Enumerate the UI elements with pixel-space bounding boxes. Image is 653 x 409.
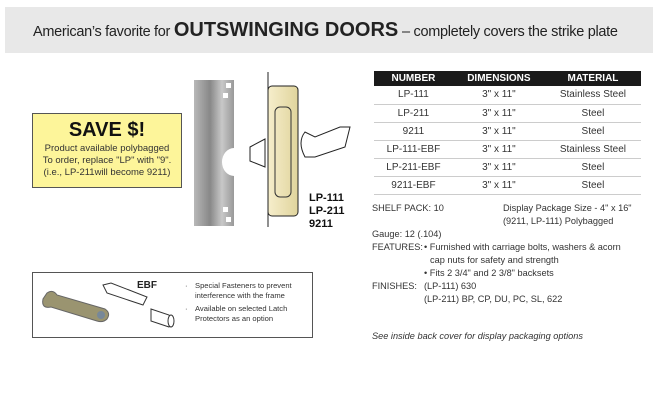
col-dimensions: DIMENSIONS: [453, 71, 545, 86]
col-number: NUMBER: [374, 71, 453, 86]
feature-1-cont: cap nuts for safety and strength: [430, 255, 559, 265]
model-label: 9211: [309, 218, 333, 230]
table-cell: 3" x 11": [453, 158, 545, 176]
table-cell: 3" x 11": [453, 104, 545, 122]
table-cell: Steel: [545, 122, 641, 140]
save-title: SAVE $!: [68, 119, 146, 141]
banner-post: – completely covers the strike plate: [402, 24, 618, 40]
table-cell: Steel: [545, 176, 641, 194]
table-row: [374, 140, 641, 158]
fastener-image: [39, 279, 179, 333]
display-polybag: (9211, LP-111) Polybagged: [503, 216, 614, 226]
table-cell: LP-211: [374, 104, 453, 122]
model-label: LP-211: [309, 205, 345, 217]
table-row: [374, 104, 641, 122]
header-banner: [5, 7, 653, 53]
table-row: [374, 176, 641, 194]
stainless-plate: [194, 80, 234, 226]
ebf-bullet: · Special Fasteners to prevent interference with the frame: [185, 281, 312, 301]
features-label: FEATURES:: [372, 242, 423, 252]
table-cell: 9211-EBF: [374, 176, 453, 194]
table-row: [374, 86, 641, 104]
feature-2: • Fits 2 3/4" and 2 3/8" backsets: [424, 268, 554, 278]
table-cell: 3" x 11": [453, 140, 545, 158]
display-size: Display Package Size - 4" x 16": [503, 203, 632, 213]
save-line: To order, replace "LP" with "9".: [42, 155, 172, 166]
finish-1: (LP-111) 630: [424, 281, 477, 291]
finish-2: (LP-211) BP, CP, DU, PC, SL, 622: [424, 294, 563, 304]
ebf-box: [32, 272, 313, 338]
shelf-pack: SHELF PACK: 10: [372, 203, 444, 213]
table-cell: 3" x 11": [453, 86, 545, 104]
banner-pre: American’s favorite for: [33, 24, 171, 40]
table-cell: Steel: [545, 158, 641, 176]
finishes-label: FINISHES:: [372, 281, 417, 291]
model-labels: [309, 192, 344, 231]
banner-emphasis: OUTSWINGING DOORS: [173, 19, 399, 41]
spec-table: [374, 71, 641, 195]
table-cell: Stainless Steel: [545, 86, 641, 104]
table-row: [374, 158, 641, 176]
table-cell: LP-111-EBF: [374, 140, 453, 158]
table-cell: Stainless Steel: [545, 140, 641, 158]
model-label: LP-111: [309, 192, 344, 204]
table-cell: 3" x 11": [453, 122, 545, 140]
save-callout: [32, 113, 182, 188]
table-cell: Steel: [545, 104, 641, 122]
table-row: [374, 122, 641, 140]
table-cell: 3" x 11": [453, 176, 545, 194]
save-line: (i.e., LP-211will become 9211): [43, 167, 171, 178]
ebf-label: EBF: [137, 280, 157, 291]
feature-1: • Furnished with carriage bolts, washers & acorn: [424, 242, 621, 252]
save-line: Product available polybagged: [44, 143, 170, 154]
lever-handle: [301, 127, 350, 157]
table-cell: LP-111: [374, 86, 453, 104]
packaging-note: See inside back cover for display packaging options: [372, 331, 583, 341]
ebf-bullets: [185, 281, 312, 327]
table-cell: 9211: [374, 122, 453, 140]
gauge: Gauge: 12 (.104): [372, 229, 442, 239]
ebf-bullet: · Available on selected Latch Protectors as an option: [185, 304, 312, 324]
col-material: MATERIAL: [545, 71, 641, 86]
table-cell: LP-211-EBF: [374, 158, 453, 176]
